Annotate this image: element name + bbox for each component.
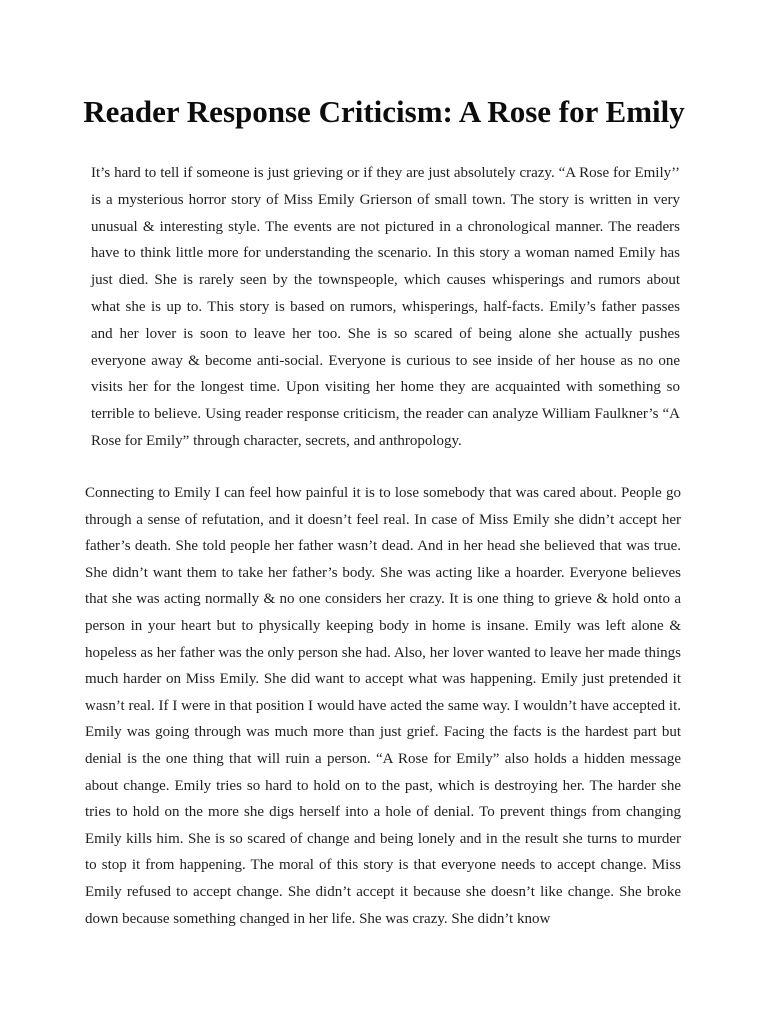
body-paragraph: Connecting to Emily I can feel how painful it is to lose somebody that was cared about. People go through a sense of refutation, and it doesn’t feel real. In case of Miss Emily she didn’t accept her father’s death. She told people her father wasn’t dead. And in her head she believed that was true. She didn’t want them to take her father’s body. She was acting like a hoarder. Everyone believes that she was acting normally & no one considers her crazy. It is one thing to grieve & hold onto a person in your heart but to physically keeping body in home is insane. Emily was left alone & hopeless as her father was the only person she had. Also, her lover wanted to leave her made things much harder on Miss Emily. She did want to accept what was happening. Emily just pretended it wasn’t real. If I were in that position I would have acted the same way. I wouldn’t have accepted it. Emily was going through was much more than just grief. Facing the facts is the hardest part but denial is the one thing that will ruin a person. “A Rose for Emily” also holds a hidden message about change. Emily tries so hard to hold on to the past, which is destroying her. The harder she tries to hold on the more she digs herself into a hole of denial. To prevent things from changing Emily kills him. She is so scared of change and being lonely and in the result she turns to murder to stop it from happening. The moral of this story is that everyone needs to accept change. Miss Emily refused to accept change. She didn’t accept it because she doesn’t like change. She broke down because something changed in her life. She was crazy. She didn’t know [85,485,681,927]
intro-paragraph: It’s hard to tell if someone is just grieving or if they are just absolutely crazy. “A Rose for Emily’’ is a mysterious horror story of Miss Emily Grierson of small town. The story is written in very unusual & interesting style. The events are not pictured in a chronological manner. The readers have to think little more for understanding the scenario. In this story a woman named Emily has just died. She is rarely seen by the townspeople, which causes whisperings and rumors about what she is up to. This story is based on rumors, whisperings, half-facts. Emily’s father passes and her lover is soon to leave her too. She is so scared of being alone she actually pushes everyone away & become anti-social. Everyone is curious to see inside of her house as no one visits her for the longest time. Upon visiting her home they are acquainted with something so terrible to believe. Using reader response criticism, the reader can analyze William Faulkner’s “A Rose for Emily” through character, secrets, and anthropology. [91,165,680,449]
document-title: Reader Response Criticism: A Rose for Emily [83,94,685,129]
